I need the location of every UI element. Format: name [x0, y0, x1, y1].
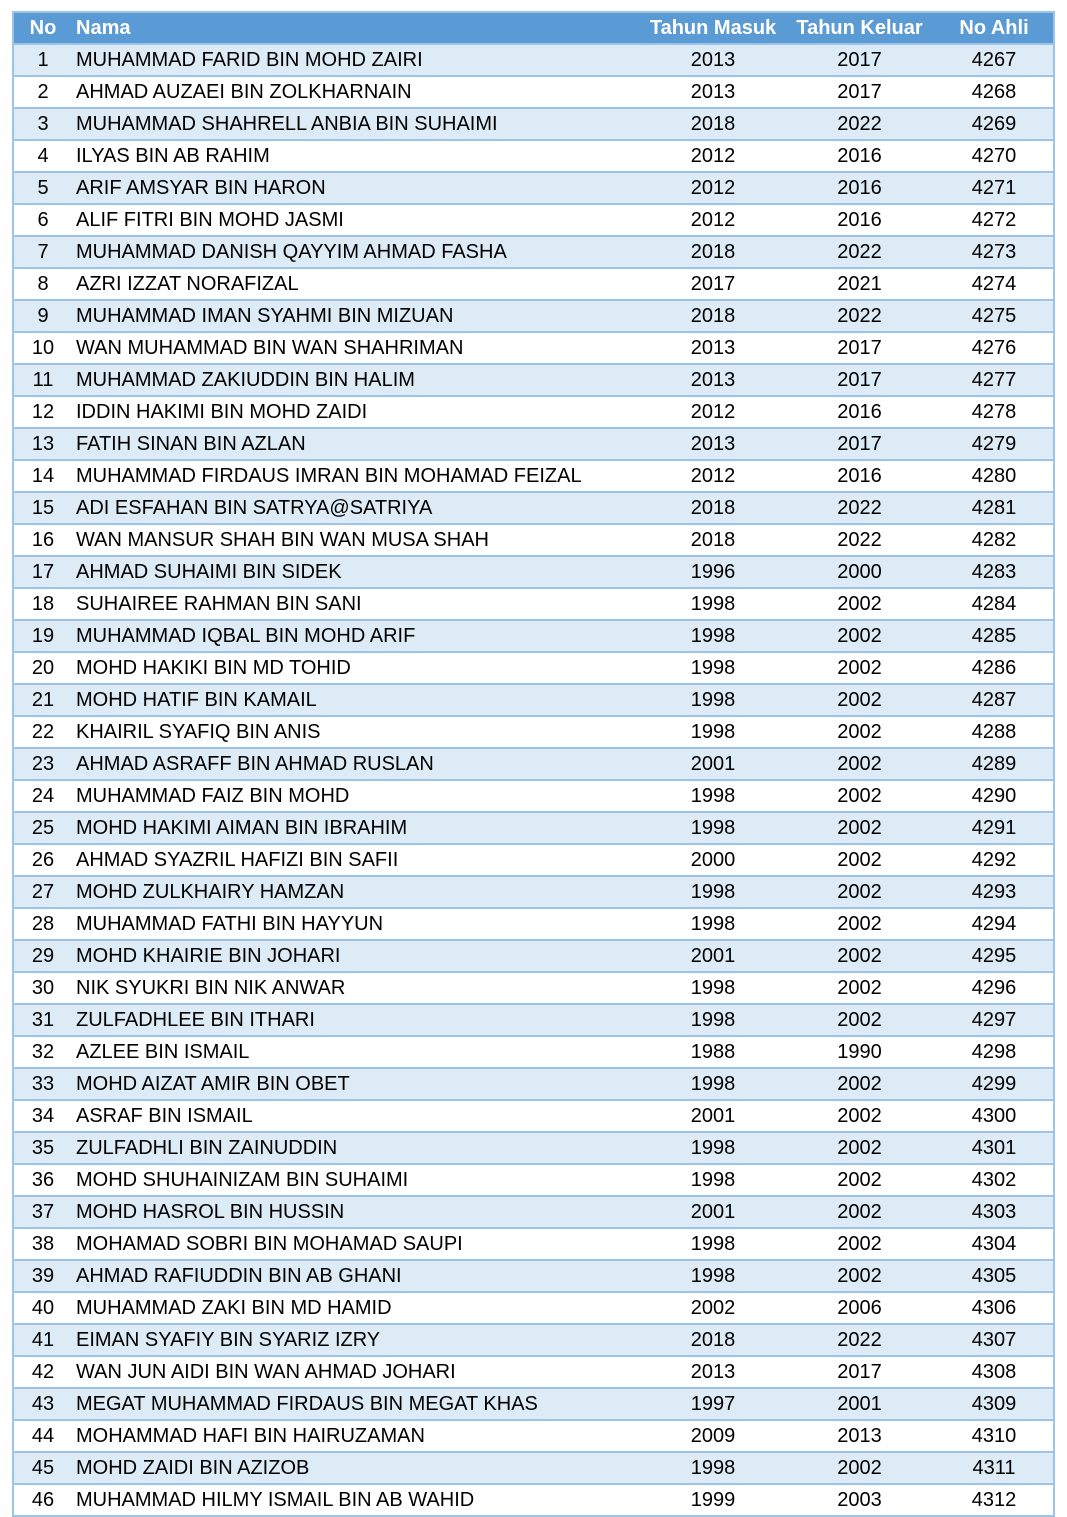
cell-nama: ALIF FITRI BIN MOHD JASMI	[72, 204, 642, 236]
cell-nama: AHMAD AUZAEI BIN ZOLKHARNAIN	[72, 76, 642, 108]
cell-tahun-masuk: 1988	[642, 1036, 784, 1068]
cell-no-ahli: 4290	[935, 780, 1053, 812]
cell-nama: AZRI IZZAT NORAFIZAL	[72, 268, 642, 300]
cell-tahun-masuk: 2018	[642, 300, 784, 332]
cell-tahun-keluar: 2002	[784, 1260, 935, 1292]
cell-nama: MUHAMMAD FIRDAUS IMRAN BIN MOHAMAD FEIZAL	[72, 460, 642, 492]
cell-tahun-masuk: 1998	[642, 1164, 784, 1196]
cell-no-ahli: 4277	[935, 364, 1053, 396]
cell-tahun-keluar: 1990	[784, 1036, 935, 1068]
cell-tahun-keluar: 2002	[784, 1068, 935, 1100]
cell-tahun-keluar: 2000	[784, 556, 935, 588]
cell-tahun-masuk: 1998	[642, 716, 784, 748]
cell-no-ahli: 4293	[935, 876, 1053, 908]
cell-no: 2	[14, 76, 72, 108]
cell-tahun-keluar: 2017	[784, 76, 935, 108]
table-row	[14, 268, 1053, 300]
cell-no: 15	[14, 492, 72, 524]
cell-tahun-masuk: 2013	[642, 44, 784, 76]
cell-nama: MOHD KHAIRIE BIN JOHARI	[72, 940, 642, 972]
cell-no: 17	[14, 556, 72, 588]
cell-no-ahli: 4297	[935, 1004, 1053, 1036]
cell-tahun-keluar: 2016	[784, 140, 935, 172]
table-row	[14, 1100, 1053, 1132]
cell-tahun-masuk: 2012	[642, 396, 784, 428]
cell-tahun-keluar: 2016	[784, 396, 935, 428]
column-header-no-ahli: No Ahli	[935, 13, 1053, 44]
cell-tahun-masuk: 1998	[642, 1004, 784, 1036]
cell-no: 37	[14, 1196, 72, 1228]
cell-tahun-keluar: 2017	[784, 1356, 935, 1388]
cell-no: 39	[14, 1260, 72, 1292]
cell-nama: MUHAMMAD DANISH QAYYIM AHMAD FASHA	[72, 236, 642, 268]
cell-tahun-masuk: 1998	[642, 780, 784, 812]
cell-tahun-keluar: 2002	[784, 1004, 935, 1036]
cell-no: 44	[14, 1420, 72, 1452]
cell-no: 3	[14, 108, 72, 140]
cell-no-ahli: 4273	[935, 236, 1053, 268]
cell-tahun-keluar: 2002	[784, 844, 935, 876]
cell-no-ahli: 4311	[935, 1452, 1053, 1484]
cell-tahun-keluar: 2006	[784, 1292, 935, 1324]
cell-no: 34	[14, 1100, 72, 1132]
table-row	[14, 620, 1053, 652]
cell-tahun-masuk: 2018	[642, 108, 784, 140]
cell-tahun-masuk: 2001	[642, 1100, 784, 1132]
cell-nama: MOHD SHUHAINIZAM BIN SUHAIMI	[72, 1164, 642, 1196]
cell-tahun-masuk: 2018	[642, 492, 784, 524]
table-row	[14, 492, 1053, 524]
table-row	[14, 652, 1053, 684]
cell-no: 31	[14, 1004, 72, 1036]
cell-tahun-keluar: 2013	[784, 1420, 935, 1452]
cell-tahun-keluar: 2002	[784, 908, 935, 940]
cell-tahun-keluar: 2022	[784, 492, 935, 524]
cell-no-ahli: 4283	[935, 556, 1053, 588]
cell-no: 45	[14, 1452, 72, 1484]
cell-tahun-masuk: 2012	[642, 460, 784, 492]
cell-no: 11	[14, 364, 72, 396]
cell-no: 24	[14, 780, 72, 812]
cell-nama: AHMAD SYAZRIL HAFIZI BIN SAFII	[72, 844, 642, 876]
cell-tahun-keluar: 2002	[784, 972, 935, 1004]
cell-no-ahli: 4299	[935, 1068, 1053, 1100]
cell-tahun-keluar: 2002	[784, 588, 935, 620]
cell-tahun-keluar: 2002	[784, 716, 935, 748]
cell-no: 8	[14, 268, 72, 300]
cell-no-ahli: 4305	[935, 1260, 1053, 1292]
cell-no: 4	[14, 140, 72, 172]
cell-tahun-keluar: 2022	[784, 108, 935, 140]
cell-nama: MUHAMMAD SHAHRELL ANBIA BIN SUHAIMI	[72, 108, 642, 140]
cell-tahun-keluar: 2017	[784, 428, 935, 460]
cell-tahun-masuk: 1998	[642, 684, 784, 716]
cell-no: 14	[14, 460, 72, 492]
cell-no-ahli: 4279	[935, 428, 1053, 460]
cell-tahun-masuk: 1998	[642, 652, 784, 684]
table-row	[14, 972, 1053, 1004]
cell-no: 12	[14, 396, 72, 428]
cell-no-ahli: 4301	[935, 1132, 1053, 1164]
cell-tahun-masuk: 2012	[642, 140, 784, 172]
cell-tahun-keluar: 2021	[784, 268, 935, 300]
cell-no: 1	[14, 44, 72, 76]
cell-nama: NIK SYUKRI BIN NIK ANWAR	[72, 972, 642, 1004]
cell-no-ahli: 4307	[935, 1324, 1053, 1356]
cell-no: 10	[14, 332, 72, 364]
cell-tahun-masuk: 1998	[642, 1132, 784, 1164]
cell-no: 21	[14, 684, 72, 716]
table-row	[14, 1004, 1053, 1036]
cell-nama: IDDIN HAKIMI BIN MOHD ZAIDI	[72, 396, 642, 428]
cell-no: 43	[14, 1388, 72, 1420]
table-header-row	[14, 13, 1053, 44]
cell-no: 27	[14, 876, 72, 908]
cell-tahun-masuk: 2000	[642, 844, 784, 876]
cell-no-ahli: 4291	[935, 812, 1053, 844]
cell-tahun-masuk: 1998	[642, 972, 784, 1004]
cell-tahun-masuk: 2013	[642, 428, 784, 460]
cell-no: 20	[14, 652, 72, 684]
table-row	[14, 364, 1053, 396]
cell-tahun-keluar: 2022	[784, 1324, 935, 1356]
table-row	[14, 300, 1053, 332]
table-row	[14, 44, 1053, 76]
cell-nama: ADI ESFAHAN BIN SATRYA@SATRIYA	[72, 492, 642, 524]
cell-nama: MOHD HATIF BIN KAMAIL	[72, 684, 642, 716]
table-row	[14, 332, 1053, 364]
cell-tahun-keluar: 2022	[784, 524, 935, 556]
table-row	[14, 748, 1053, 780]
cell-nama: MOHD ZAIDI BIN AZIZOB	[72, 1452, 642, 1484]
cell-no-ahli: 4289	[935, 748, 1053, 780]
cell-tahun-masuk: 1998	[642, 1228, 784, 1260]
cell-tahun-keluar: 2016	[784, 460, 935, 492]
cell-nama: MUHAMMAD FAIZ BIN MOHD	[72, 780, 642, 812]
cell-tahun-keluar: 2002	[784, 812, 935, 844]
cell-nama: WAN JUN AIDI BIN WAN AHMAD JOHARI	[72, 1356, 642, 1388]
cell-tahun-keluar: 2017	[784, 364, 935, 396]
cell-nama: MUHAMMAD ZAKIUDDIN BIN HALIM	[72, 364, 642, 396]
cell-no: 7	[14, 236, 72, 268]
cell-nama: MOHD AIZAT AMIR BIN OBET	[72, 1068, 642, 1100]
cell-nama: MOHAMMAD HAFI BIN HAIRUZAMAN	[72, 1420, 642, 1452]
cell-no-ahli: 4269	[935, 108, 1053, 140]
cell-tahun-masuk: 1998	[642, 876, 784, 908]
cell-tahun-masuk: 2012	[642, 204, 784, 236]
cell-no: 46	[14, 1484, 72, 1515]
cell-tahun-masuk: 2001	[642, 1196, 784, 1228]
cell-no: 13	[14, 428, 72, 460]
cell-no: 29	[14, 940, 72, 972]
cell-no-ahli: 4270	[935, 140, 1053, 172]
cell-no-ahli: 4302	[935, 1164, 1053, 1196]
table-row	[14, 812, 1053, 844]
member-table-container	[12, 11, 1055, 1517]
cell-nama: MUHAMMAD ZAKI BIN MD HAMID	[72, 1292, 642, 1324]
cell-nama: MOHD ZULKHAIRY HAMZAN	[72, 876, 642, 908]
cell-tahun-keluar: 2002	[784, 652, 935, 684]
cell-tahun-masuk: 1998	[642, 588, 784, 620]
cell-no-ahli: 4303	[935, 1196, 1053, 1228]
cell-no: 23	[14, 748, 72, 780]
cell-no: 25	[14, 812, 72, 844]
cell-tahun-masuk: 2013	[642, 364, 784, 396]
cell-no-ahli: 4271	[935, 172, 1053, 204]
table-row	[14, 1260, 1053, 1292]
cell-tahun-keluar: 2002	[784, 1228, 935, 1260]
cell-no: 26	[14, 844, 72, 876]
cell-no-ahli: 4275	[935, 300, 1053, 332]
cell-nama: MUHAMMAD IMAN SYAHMI BIN MIZUAN	[72, 300, 642, 332]
cell-no-ahli: 4280	[935, 460, 1053, 492]
cell-tahun-keluar: 2002	[784, 1132, 935, 1164]
cell-no: 16	[14, 524, 72, 556]
table-row	[14, 1164, 1053, 1196]
cell-tahun-masuk: 2018	[642, 524, 784, 556]
cell-tahun-masuk: 1996	[642, 556, 784, 588]
cell-nama: SUHAIREE RAHMAN BIN SANI	[72, 588, 642, 620]
cell-no: 9	[14, 300, 72, 332]
cell-nama: AHMAD ASRAFF BIN AHMAD RUSLAN	[72, 748, 642, 780]
table-row	[14, 140, 1053, 172]
cell-nama: MUHAMMAD HILMY ISMAIL BIN AB WAHID	[72, 1484, 642, 1515]
cell-no: 28	[14, 908, 72, 940]
column-header-no: No	[14, 13, 72, 44]
cell-no-ahli: 4304	[935, 1228, 1053, 1260]
cell-tahun-masuk: 2018	[642, 1324, 784, 1356]
cell-no: 19	[14, 620, 72, 652]
table-row	[14, 1420, 1053, 1452]
table-row	[14, 1292, 1053, 1324]
cell-nama: FATIH SINAN BIN AZLAN	[72, 428, 642, 460]
table-row	[14, 204, 1053, 236]
table-row	[14, 716, 1053, 748]
cell-tahun-keluar: 2016	[784, 172, 935, 204]
cell-no: 42	[14, 1356, 72, 1388]
table-row	[14, 844, 1053, 876]
cell-tahun-keluar: 2002	[784, 684, 935, 716]
cell-no-ahli: 4298	[935, 1036, 1053, 1068]
cell-no: 18	[14, 588, 72, 620]
cell-nama: ILYAS BIN AB RAHIM	[72, 140, 642, 172]
table-row	[14, 396, 1053, 428]
cell-nama: MOHAMAD SOBRI BIN MOHAMAD SAUPI	[72, 1228, 642, 1260]
table-row	[14, 780, 1053, 812]
cell-tahun-keluar: 2002	[784, 1164, 935, 1196]
cell-no-ahli: 4309	[935, 1388, 1053, 1420]
cell-tahun-keluar: 2002	[784, 620, 935, 652]
table-row	[14, 940, 1053, 972]
cell-no: 36	[14, 1164, 72, 1196]
cell-no-ahli: 4306	[935, 1292, 1053, 1324]
cell-tahun-masuk: 2013	[642, 1356, 784, 1388]
cell-no-ahli: 4295	[935, 940, 1053, 972]
cell-tahun-masuk: 1998	[642, 1260, 784, 1292]
cell-no: 5	[14, 172, 72, 204]
cell-no-ahli: 4278	[935, 396, 1053, 428]
cell-tahun-keluar: 2017	[784, 332, 935, 364]
cell-tahun-keluar: 2002	[784, 940, 935, 972]
table-row	[14, 556, 1053, 588]
cell-no-ahli: 4274	[935, 268, 1053, 300]
table-body	[14, 44, 1053, 1515]
cell-tahun-masuk: 2002	[642, 1292, 784, 1324]
cell-tahun-keluar: 2002	[784, 1100, 935, 1132]
cell-no-ahli: 4285	[935, 620, 1053, 652]
table-row	[14, 684, 1053, 716]
cell-nama: WAN MUHAMMAD BIN WAN SHAHRIMAN	[72, 332, 642, 364]
table-row	[14, 236, 1053, 268]
table-row	[14, 76, 1053, 108]
cell-no-ahli: 4312	[935, 1484, 1053, 1515]
cell-tahun-masuk: 1998	[642, 1452, 784, 1484]
cell-no-ahli: 4310	[935, 1420, 1053, 1452]
cell-tahun-keluar: 2022	[784, 236, 935, 268]
table-row	[14, 1068, 1053, 1100]
table-row	[14, 1324, 1053, 1356]
column-header-nama: Nama	[72, 13, 642, 44]
cell-no: 33	[14, 1068, 72, 1100]
table-row	[14, 1132, 1053, 1164]
cell-tahun-masuk: 2012	[642, 172, 784, 204]
table-row	[14, 908, 1053, 940]
cell-no-ahli: 4267	[935, 44, 1053, 76]
cell-nama: MEGAT MUHAMMAD FIRDAUS BIN MEGAT KHAS	[72, 1388, 642, 1420]
table-row	[14, 1452, 1053, 1484]
cell-no: 40	[14, 1292, 72, 1324]
column-header-tahun-masuk: Tahun Masuk	[642, 13, 784, 44]
cell-tahun-keluar: 2002	[784, 876, 935, 908]
table-row	[14, 1036, 1053, 1068]
cell-nama: MUHAMMAD IQBAL BIN MOHD ARIF	[72, 620, 642, 652]
column-header-tahun-keluar: Tahun Keluar	[784, 13, 935, 44]
cell-no-ahli: 4284	[935, 588, 1053, 620]
table-row	[14, 524, 1053, 556]
table-row	[14, 1356, 1053, 1388]
cell-no-ahli: 4288	[935, 716, 1053, 748]
cell-no: 22	[14, 716, 72, 748]
cell-nama: MOHD HAKIMI AIMAN BIN IBRAHIM	[72, 812, 642, 844]
cell-no-ahli: 4268	[935, 76, 1053, 108]
cell-no-ahli: 4296	[935, 972, 1053, 1004]
cell-nama: MUHAMMAD FATHI BIN HAYYUN	[72, 908, 642, 940]
cell-tahun-masuk: 2001	[642, 748, 784, 780]
cell-no: 32	[14, 1036, 72, 1068]
cell-no-ahli: 4272	[935, 204, 1053, 236]
cell-no-ahli: 4292	[935, 844, 1053, 876]
cell-no-ahli: 4281	[935, 492, 1053, 524]
cell-tahun-keluar: 2001	[784, 1388, 935, 1420]
table-row	[14, 460, 1053, 492]
cell-nama: AZLEE BIN ISMAIL	[72, 1036, 642, 1068]
cell-tahun-keluar: 2002	[784, 1452, 935, 1484]
cell-nama: ZULFADHLEE BIN ITHARI	[72, 1004, 642, 1036]
cell-tahun-keluar: 2003	[784, 1484, 935, 1515]
cell-tahun-keluar: 2016	[784, 204, 935, 236]
cell-tahun-masuk: 1998	[642, 812, 784, 844]
cell-no: 38	[14, 1228, 72, 1260]
cell-no-ahli: 4276	[935, 332, 1053, 364]
cell-tahun-masuk: 2009	[642, 1420, 784, 1452]
cell-tahun-keluar: 2002	[784, 1196, 935, 1228]
cell-nama: MOHD HAKIKI BIN MD TOHID	[72, 652, 642, 684]
cell-nama: WAN MANSUR SHAH BIN WAN MUSA SHAH	[72, 524, 642, 556]
cell-tahun-keluar: 2002	[784, 748, 935, 780]
cell-tahun-masuk: 1998	[642, 908, 784, 940]
cell-nama: EIMAN SYAFIY BIN SYARIZ IZRY	[72, 1324, 642, 1356]
cell-tahun-masuk: 2001	[642, 940, 784, 972]
cell-nama: MUHAMMAD FARID BIN MOHD ZAIRI	[72, 44, 642, 76]
cell-tahun-masuk: 1997	[642, 1388, 784, 1420]
table-row	[14, 172, 1053, 204]
cell-tahun-keluar: 2022	[784, 300, 935, 332]
member-table	[14, 13, 1053, 1515]
table-row	[14, 108, 1053, 140]
cell-nama: AHMAD SUHAIMI BIN SIDEK	[72, 556, 642, 588]
table-row	[14, 428, 1053, 460]
cell-no-ahli: 4308	[935, 1356, 1053, 1388]
cell-tahun-keluar: 2002	[784, 780, 935, 812]
cell-no-ahli: 4286	[935, 652, 1053, 684]
cell-tahun-masuk: 1998	[642, 620, 784, 652]
cell-no-ahli: 4300	[935, 1100, 1053, 1132]
table-row	[14, 1228, 1053, 1260]
cell-no: 35	[14, 1132, 72, 1164]
cell-tahun-masuk: 2018	[642, 236, 784, 268]
cell-no-ahli: 4282	[935, 524, 1053, 556]
table-row	[14, 1388, 1053, 1420]
cell-no-ahli: 4294	[935, 908, 1053, 940]
cell-tahun-masuk: 1999	[642, 1484, 784, 1515]
cell-nama: ARIF AMSYAR BIN HARON	[72, 172, 642, 204]
table-row	[14, 1484, 1053, 1515]
cell-no: 41	[14, 1324, 72, 1356]
table-row	[14, 1196, 1053, 1228]
cell-no-ahli: 4287	[935, 684, 1053, 716]
cell-no: 6	[14, 204, 72, 236]
cell-tahun-masuk: 2013	[642, 332, 784, 364]
cell-nama: ZULFADHLI BIN ZAINUDDIN	[72, 1132, 642, 1164]
cell-tahun-masuk: 2017	[642, 268, 784, 300]
table-row	[14, 588, 1053, 620]
table-row	[14, 876, 1053, 908]
cell-tahun-keluar: 2017	[784, 44, 935, 76]
cell-tahun-masuk: 2013	[642, 76, 784, 108]
cell-nama: ASRAF BIN ISMAIL	[72, 1100, 642, 1132]
cell-nama: MOHD HASROL BIN HUSSIN	[72, 1196, 642, 1228]
cell-tahun-masuk: 1998	[642, 1068, 784, 1100]
cell-nama: KHAIRIL SYAFIQ BIN ANIS	[72, 716, 642, 748]
cell-nama: AHMAD RAFIUDDIN BIN AB GHANI	[72, 1260, 642, 1292]
cell-no: 30	[14, 972, 72, 1004]
